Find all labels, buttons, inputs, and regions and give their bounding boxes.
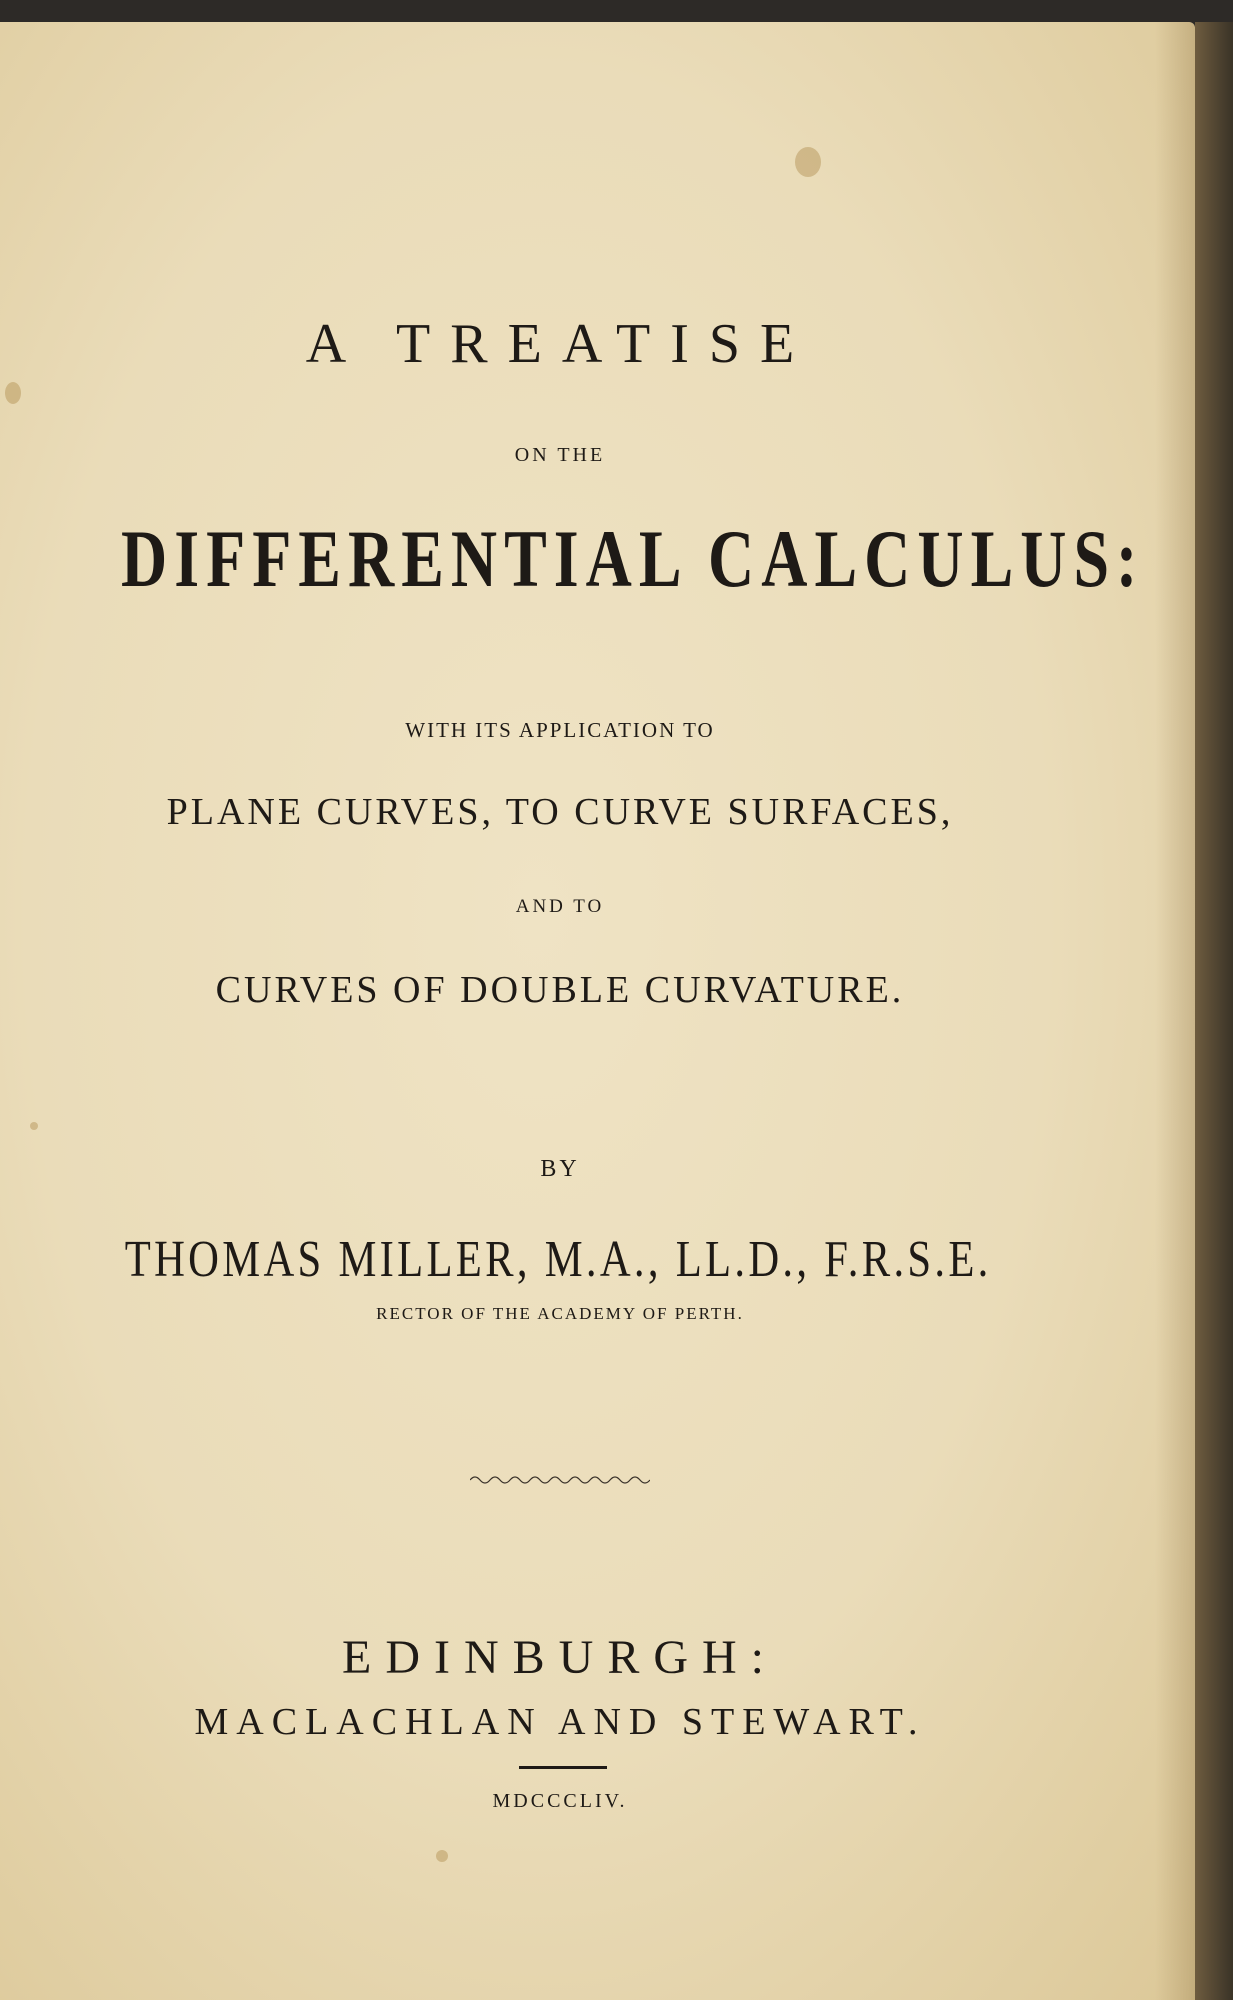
author-name: THOMAS MILLER, M.A., LL.D., F.R.S.E.: [124, 1231, 992, 1288]
separator-rule: [519, 1766, 607, 1769]
foxing-spot: [30, 1122, 38, 1130]
and-to-text: AND TO: [515, 896, 605, 917]
foxing-spot: [795, 147, 821, 177]
title-page: [0, 22, 1195, 2000]
foxing-spot: [5, 382, 21, 404]
title-prefix: A TREATISE: [305, 313, 815, 375]
with-its-text: WITH ITS APPLICATION TO: [405, 718, 715, 742]
author-title: RECTOR OF THE ACADEMY OF PERTH.: [376, 1304, 744, 1323]
publisher-name: MACLACHLAN AND STEWART.: [194, 1701, 926, 1743]
page-edge-shadow: [1155, 22, 1195, 2000]
wave-ornament: [470, 1472, 650, 1488]
publication-year: MDCCCLIV.: [492, 1790, 628, 1812]
publication-city: EDINBURGH:: [342, 1631, 778, 1684]
book-fore-edge: [1195, 22, 1233, 2000]
subject-line-2: CURVES OF DOUBLE CURVATURE.: [215, 969, 905, 1011]
main-title: DIFFERENTIAL CALCULUS:: [121, 513, 1145, 604]
by-text: BY: [540, 1156, 580, 1182]
on-the-text: ON THE: [514, 444, 606, 466]
foxing-spot: [436, 1850, 448, 1862]
subject-line-1: PLANE CURVES, TO CURVE SURFACES,: [166, 791, 954, 833]
